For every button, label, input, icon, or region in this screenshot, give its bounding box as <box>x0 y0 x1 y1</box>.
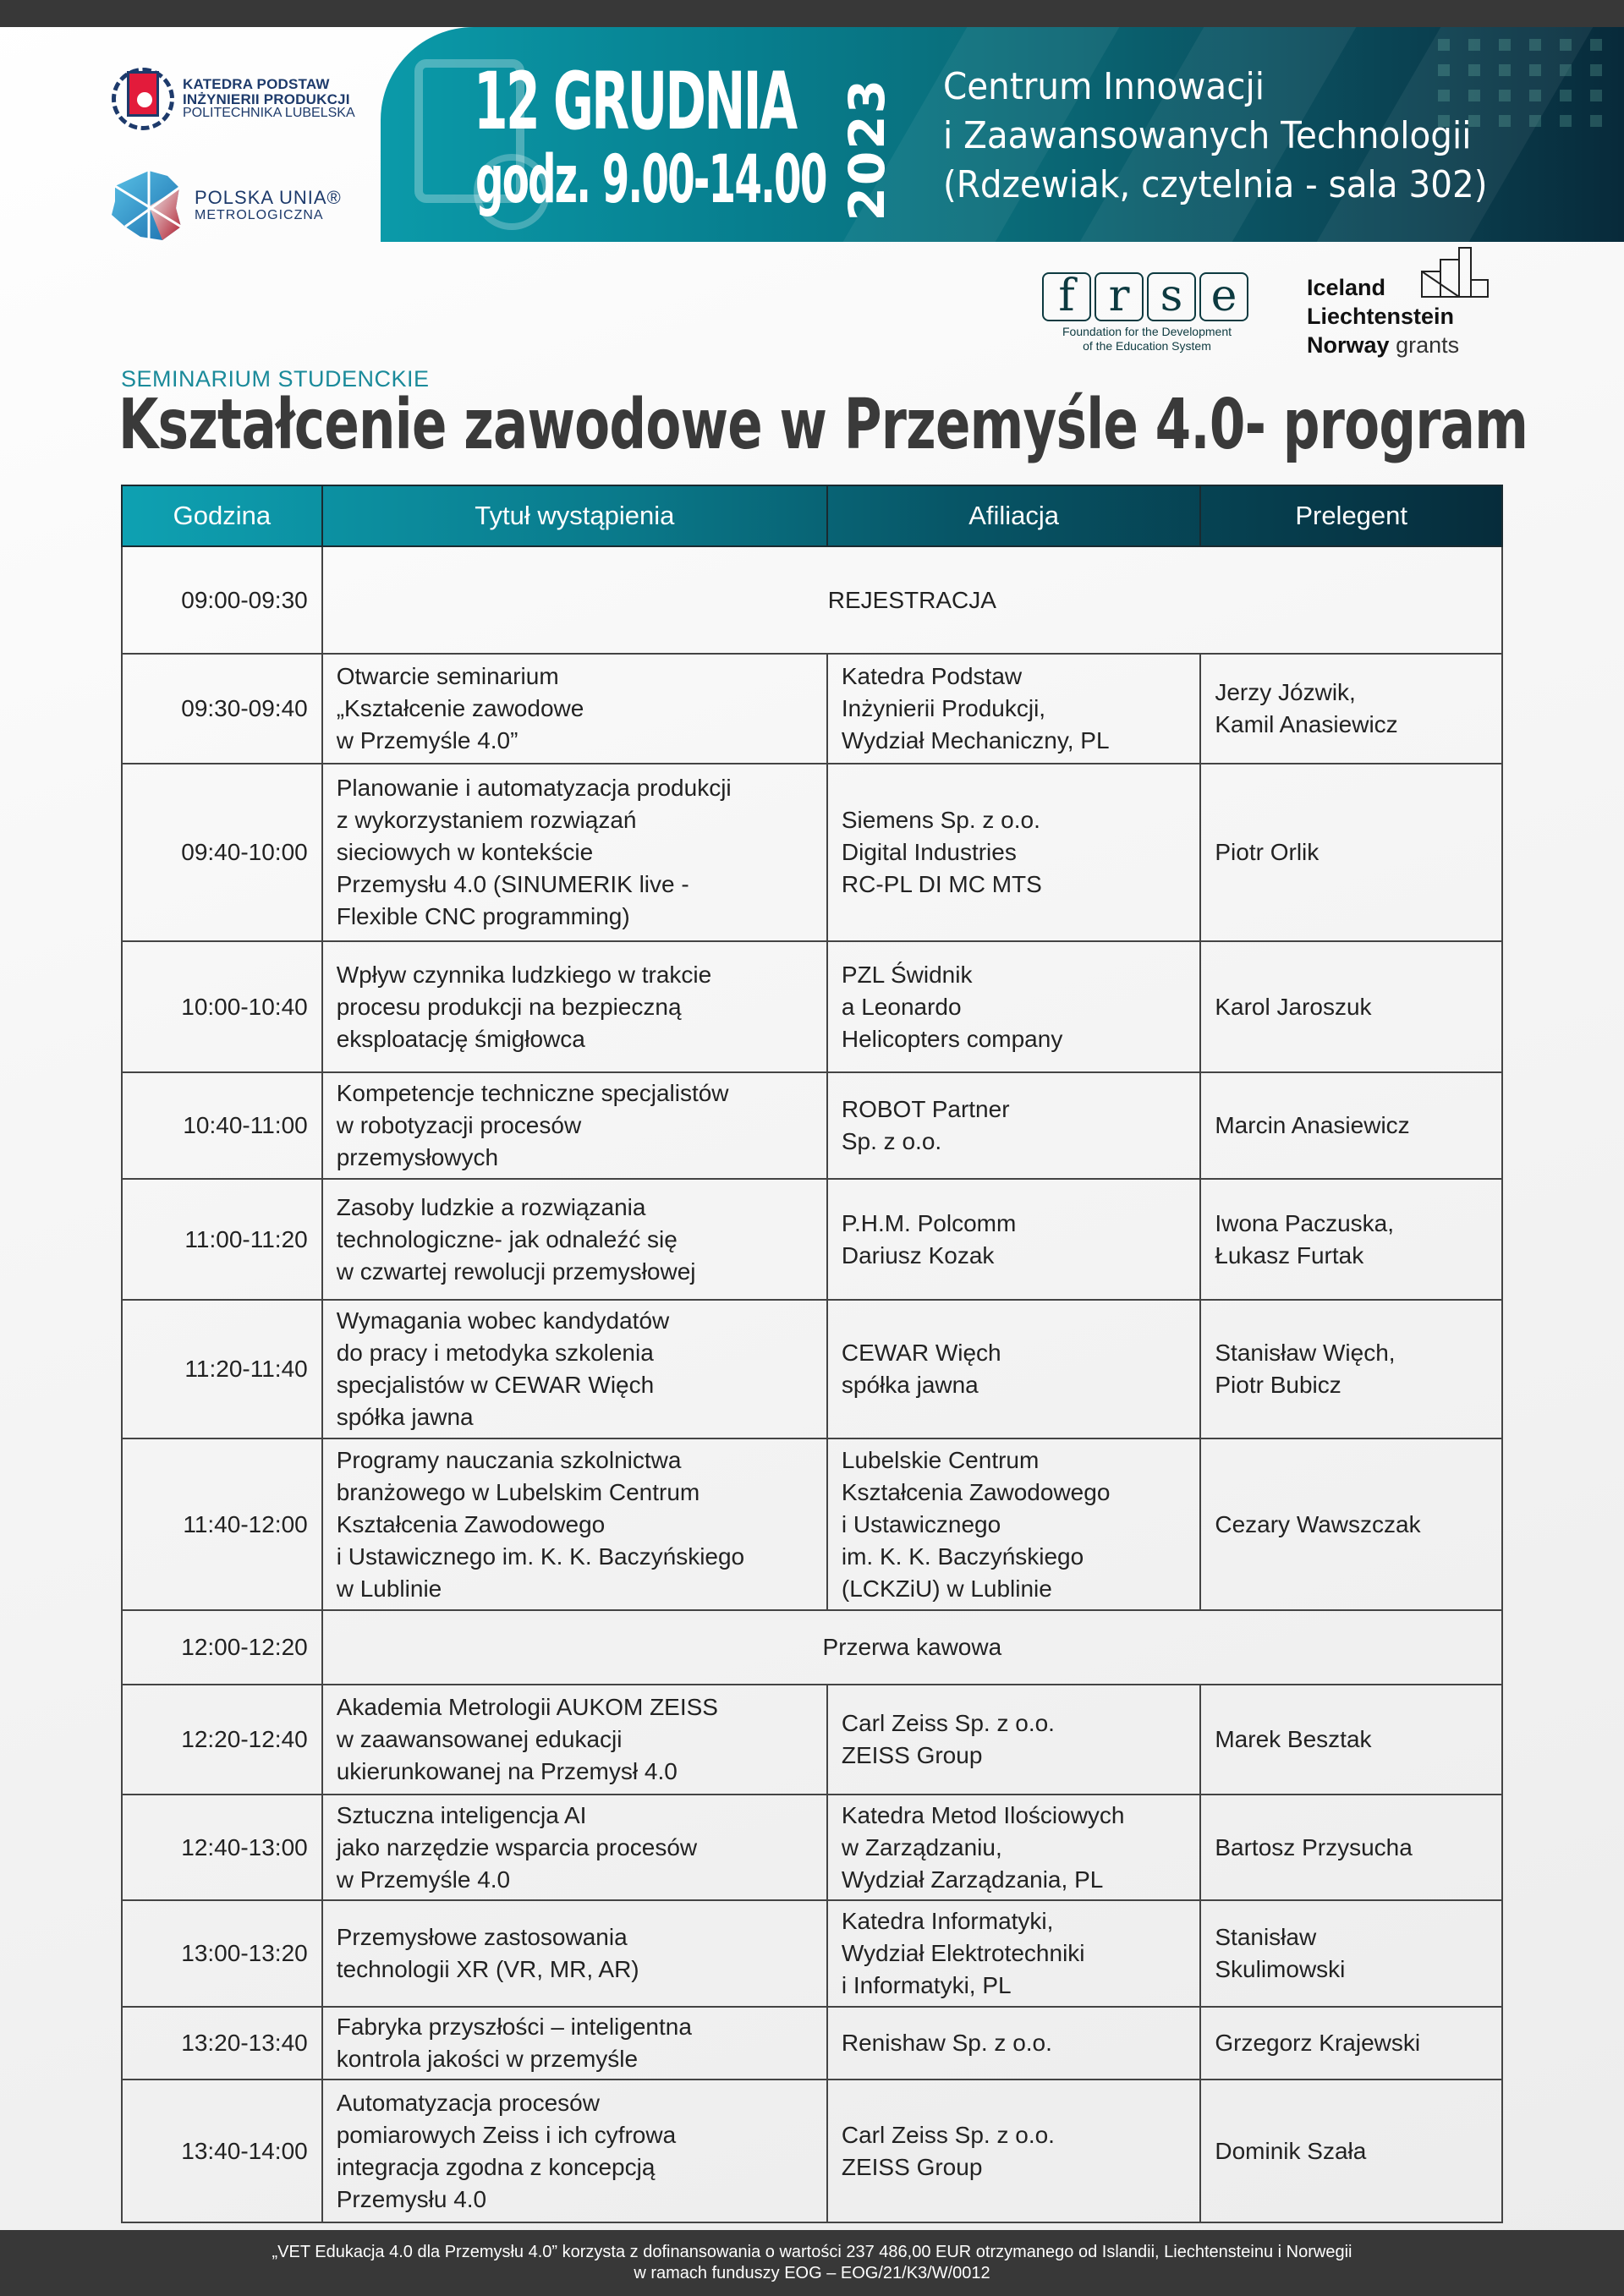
title-line: spółka jawna <box>336 1404 474 1430</box>
event-banner <box>381 27 1624 242</box>
title-line: Zasoby ludzkie a rozwiązania <box>336 1193 646 1220</box>
row-affiliation <box>827 1900 1200 2007</box>
row-speaker <box>1200 941 1502 1072</box>
row-affiliation <box>827 941 1200 1072</box>
frse-caption: of the Education System <box>1083 338 1211 353</box>
row-affiliation <box>827 2080 1200 2222</box>
row-time: 13:40-14:00 <box>122 2080 322 2222</box>
frse-letter: s <box>1147 272 1196 321</box>
speaker-line: Dominik Szała <box>1215 2137 1367 2164</box>
affiliation-line: CEWAR Więch <box>841 1340 1001 1366</box>
affiliation-line: spółka jawna <box>841 1372 979 1398</box>
row-title <box>322 654 827 764</box>
row-title <box>322 1072 827 1179</box>
event-year: 2023 <box>838 78 896 222</box>
footer-line1: „VET Edukacja 4.0 dla Przemysłu 4.0” korzysta z dofinansowania o wartości 237 486,00 EUR otrzymanego od Islandii, Liechtensteinu i Norwegii <box>272 2243 1352 2261</box>
title-line: Kompetencje techniczne specjalistów <box>336 1080 729 1106</box>
row-time: 13:00-13:20 <box>122 1900 322 2007</box>
row-title <box>322 1438 827 1610</box>
title-line: ukierunkowanej na Przemysł 4.0 <box>336 1758 678 1784</box>
affiliation-line: Katedra Metod Ilościowych <box>841 1801 1125 1828</box>
affiliation-line: Renishaw Sp. z o.o. <box>841 2030 1052 2056</box>
affiliation-line: Kształcenia Zawodowego <box>841 1478 1111 1505</box>
page-title: Kształcenie zawodowe w Przemyśle 4.0- program <box>118 385 1528 465</box>
affiliation-line: Carl Zeiss Sp. z o.o. <box>841 2121 1055 2148</box>
row-speaker <box>1200 1179 1502 1300</box>
speaker-line: Piotr Orlik <box>1215 839 1320 865</box>
speaker-line: Stanisław <box>1215 1924 1317 1950</box>
row-title <box>322 941 827 1072</box>
title-line: eksploatację śmigłowca <box>336 1025 585 1052</box>
col-header-affiliation: Afiliacja <box>827 485 1200 546</box>
table-row <box>122 941 1502 1072</box>
frse-letter: r <box>1095 272 1144 321</box>
table-row <box>122 2007 1502 2080</box>
title-line: technologii XR (VR, MR, AR) <box>336 1956 639 1982</box>
title-line: Przemysłu 4.0 (SINUMERIK live - <box>336 871 689 897</box>
row-affiliation <box>827 654 1200 764</box>
speaker-line: Karol Jaroszuk <box>1215 993 1372 1020</box>
row-affiliation <box>827 2007 1200 2080</box>
top-bar <box>0 0 1624 27</box>
frse-logo <box>1042 272 1252 353</box>
affiliation-line: Helicopters company <box>841 1025 1063 1052</box>
footer-line2: w ramach funduszy EOG – EOG/21/K3/W/0012 <box>634 2264 990 2282</box>
col-header-speaker: Prelegent <box>1200 485 1502 546</box>
table-row <box>122 1610 1502 1685</box>
table-row <box>122 1900 1502 2007</box>
row-affiliation <box>827 1072 1200 1179</box>
eea-line3-bold: Norway <box>1307 332 1390 358</box>
frse-caption: Foundation for the Development <box>1062 325 1232 338</box>
poland-map-icon <box>108 167 186 244</box>
table-row <box>122 1685 1502 1795</box>
affiliation-line: ZEISS Group <box>841 1742 983 1768</box>
row-affiliation <box>827 1795 1200 1900</box>
row-time: 11:40-12:00 <box>122 1438 322 1610</box>
title-line: Planowanie i automatyzacja produkcji <box>336 775 732 801</box>
gear-factory-icon <box>108 64 178 134</box>
speaker-line: Kamil Anasiewicz <box>1215 711 1398 737</box>
program-table <box>121 485 1503 2223</box>
row-title <box>322 1900 827 2007</box>
title-line: „Kształcenie zawodowe <box>336 695 584 721</box>
table-header-row <box>122 485 1502 546</box>
title-line: kontrola jakości w przemyśle <box>336 2046 639 2072</box>
row-time: 13:20-13:40 <box>122 2007 322 2080</box>
title-line: Fabryka przyszłości – inteligentna <box>336 2014 692 2040</box>
row-title <box>322 764 827 941</box>
pum-line2: METROLOGICZNA <box>195 208 324 223</box>
row-speaker <box>1200 654 1502 764</box>
speaker-line: Jerzy Józwik, <box>1215 679 1356 705</box>
title-line: Programy nauczania szkolnictwa <box>336 1446 682 1473</box>
affiliation-line: Wydział Zarządzania, PL <box>841 1866 1104 1893</box>
title-line: Flexible CNC programming) <box>336 903 630 929</box>
row-speaker <box>1200 2080 1502 2222</box>
affiliation-line: ROBOT Partner <box>841 1096 1010 1122</box>
title-line: Wymagania wobec kandydatów <box>336 1307 670 1334</box>
affiliation-line: Wydział Elektrotechniki <box>841 1940 1085 1966</box>
frse-letter: e <box>1199 272 1248 321</box>
row-speaker <box>1200 764 1502 941</box>
venue-line: i Zaawansowanych Technologii <box>943 114 1472 157</box>
row-affiliation <box>827 1438 1200 1610</box>
affiliation-line: (LCKZiU) w Lublinie <box>841 1575 1052 1602</box>
title-line: specjalistów w CEWAR Więch <box>336 1372 655 1398</box>
title-line: sieciowych w kontekście <box>336 839 594 865</box>
row-time: 09:40-10:00 <box>122 764 322 941</box>
row-time: 12:40-13:00 <box>122 1795 322 1900</box>
title-line: Automatyzacja procesów <box>336 2089 600 2116</box>
eea-line2: Liechtenstein <box>1307 304 1455 329</box>
row-title <box>322 1685 827 1795</box>
affiliation-line: RC-PL DI MC MTS <box>841 871 1042 897</box>
event-hours: godz. 9.00-14.00 <box>475 142 826 218</box>
row-title <box>322 1300 827 1438</box>
kpip-line1: KATEDRA PODSTAW <box>183 75 330 92</box>
affiliation-line: ZEISS Group <box>841 2153 983 2180</box>
pum-line1: POLSKA UNIA® <box>195 187 342 209</box>
table-row <box>122 1072 1502 1179</box>
affiliation-line: w Zarządzaniu, <box>841 1833 1002 1860</box>
venue-line: Centrum Innowacji <box>943 65 1265 108</box>
title-line: technologiczne- jak odnaleźć się <box>336 1225 678 1252</box>
speaker-line: Iwona Paczuska, <box>1215 1209 1395 1236</box>
affiliation-line: Carl Zeiss Sp. z o.o. <box>841 1710 1055 1736</box>
eea-line3-light: grants <box>1396 332 1460 358</box>
row-time: 09:30-09:40 <box>122 654 322 764</box>
row-time: 12:00-12:20 <box>122 1610 322 1685</box>
row-title <box>322 2007 827 2080</box>
affiliation-line: PZL Świdnik <box>841 961 973 988</box>
row-time: 11:20-11:40 <box>122 1300 322 1438</box>
speaker-line: Bartosz Przysucha <box>1215 1833 1413 1860</box>
speaker-line: Piotr Bubicz <box>1215 1372 1341 1398</box>
affiliation-line: Lubelskie Centrum <box>841 1446 1040 1473</box>
affiliation-line: a Leonardo <box>841 993 962 1020</box>
eea-line1: Iceland <box>1307 275 1386 300</box>
kpip-logo <box>108 61 379 137</box>
title-line: integracja zgodna z koncepcją <box>336 2153 656 2180</box>
affiliation-line: Wydział Mechaniczny, PL <box>841 727 1110 753</box>
speaker-line: Marcin Anasiewicz <box>1215 1112 1410 1138</box>
table-row <box>122 764 1502 941</box>
affiliation-line: im. K. K. Baczyńskiego <box>841 1543 1084 1570</box>
table-row <box>122 1795 1502 1900</box>
row-span-label: REJESTRACJA <box>322 546 1502 654</box>
affiliation-line: Digital Industries <box>841 839 1017 865</box>
row-time: 11:00-11:20 <box>122 1179 322 1300</box>
affiliation-line: i Ustawicznego <box>841 1510 1001 1537</box>
affiliation-line: i Informatyki, PL <box>841 1972 1012 1998</box>
event-venue <box>943 63 1488 210</box>
row-time: 10:40-11:00 <box>122 1072 322 1179</box>
speaker-line: Grzegorz Krajewski <box>1215 2030 1421 2056</box>
title-line: z wykorzystaniem rozwiązań <box>336 807 637 833</box>
row-speaker <box>1200 2007 1502 2080</box>
affiliation-line: Inżynierii Produkcji, <box>841 695 1046 721</box>
speaker-line: Marek Besztak <box>1215 1726 1372 1752</box>
frse-letter: f <box>1042 272 1091 321</box>
kpip-line2: INŻYNIERII PRODUKCJI <box>183 90 350 107</box>
pum-logo <box>108 167 379 244</box>
page-subtitle: SEMINARIUM STUDENCKIE <box>121 366 430 392</box>
table-row <box>122 654 1502 764</box>
row-affiliation <box>827 764 1200 941</box>
row-affiliation <box>827 1179 1200 1300</box>
table-row <box>122 2080 1502 2222</box>
title-line: w zaawansowanej edukacji <box>336 1726 623 1752</box>
affiliation-line: Sp. z o.o. <box>841 1128 942 1154</box>
row-title <box>322 1795 827 1900</box>
speaker-line: Łukasz Furtak <box>1215 1241 1364 1269</box>
row-speaker <box>1200 1072 1502 1179</box>
funding-footer <box>0 2230 1624 2296</box>
row-speaker <box>1200 1438 1502 1610</box>
affiliation-line: Katedra Informatyki, <box>841 1908 1054 1934</box>
speaker-line: Cezary Wawszczak <box>1215 1510 1421 1537</box>
row-title <box>322 2080 827 2222</box>
row-speaker <box>1200 1795 1502 1900</box>
row-span-label: Przerwa kawowa <box>322 1610 1502 1685</box>
table-row <box>122 546 1502 654</box>
affiliation-line: Katedra Podstaw <box>841 663 1023 689</box>
title-line: pomiarowych Zeiss i ich cyfrowa <box>336 2121 677 2148</box>
venue-line: (Rdzewiak, czytelnia - sala 302) <box>943 163 1488 206</box>
kpip-line3: POLITECHNIKA LUBELSKA <box>183 106 355 121</box>
title-line: Przemysłowe zastosowania <box>336 1924 628 1950</box>
table-row <box>122 1438 1502 1610</box>
col-header-title: Tytuł wystąpienia <box>322 485 827 546</box>
row-time: 09:00-09:30 <box>122 546 322 654</box>
title-line: w Przemyśle 4.0” <box>336 727 518 753</box>
table-row <box>122 1300 1502 1438</box>
title-line: jako narzędzie wsparcia procesów <box>336 1833 698 1860</box>
row-time: 10:00-10:40 <box>122 941 322 1072</box>
table-row <box>122 1179 1502 1300</box>
row-affiliation <box>827 1685 1200 1795</box>
row-speaker <box>1200 1900 1502 2007</box>
affiliation-line: Siemens Sp. z o.o. <box>841 807 1040 833</box>
title-line: branżowego w Lubelskim Centrum <box>336 1478 700 1505</box>
title-line: Wpływ czynnika ludzkiego w trakcie <box>336 961 712 988</box>
title-line: do pracy i metodyka szkolenia <box>336 1340 654 1366</box>
title-line: procesu produkcji na bezpieczną <box>336 993 682 1020</box>
affiliation-line: P.H.M. Polcomm <box>841 1209 1017 1236</box>
row-speaker <box>1200 1685 1502 1795</box>
title-line: Kształcenia Zawodowego <box>336 1510 606 1537</box>
title-line: przemysłowych <box>336 1144 499 1170</box>
title-line: Otwarcie seminarium <box>336 663 559 689</box>
title-line: Przemysłu 4.0 <box>336 2185 487 2212</box>
title-line: w czwartej rewolucji przemysłowej <box>336 1258 696 1285</box>
row-speaker <box>1200 1300 1502 1438</box>
col-header-time: Godzina <box>122 485 322 546</box>
title-line: Akademia Metrologii AUKOM ZEISS <box>336 1694 718 1720</box>
title-line: i Ustawicznego im. K. K. Baczyńskiego <box>336 1543 745 1570</box>
row-title <box>322 1179 827 1300</box>
title-line: Sztuczna inteligencja AI <box>336 1801 587 1828</box>
row-affiliation <box>827 1300 1200 1438</box>
speaker-line: Stanisław Więch, <box>1215 1340 1396 1366</box>
title-line: w Lublinie <box>336 1575 442 1602</box>
event-date: 12 GRUDNIA <box>474 56 796 148</box>
speaker-line: Skulimowski <box>1215 1956 1346 1982</box>
row-time: 12:20-12:40 <box>122 1685 322 1795</box>
affiliation-line: Dariusz Kozak <box>841 1241 995 1269</box>
title-line: w Przemyśle 4.0 <box>336 1866 511 1893</box>
title-line: w robotyzacji procesów <box>336 1112 582 1138</box>
